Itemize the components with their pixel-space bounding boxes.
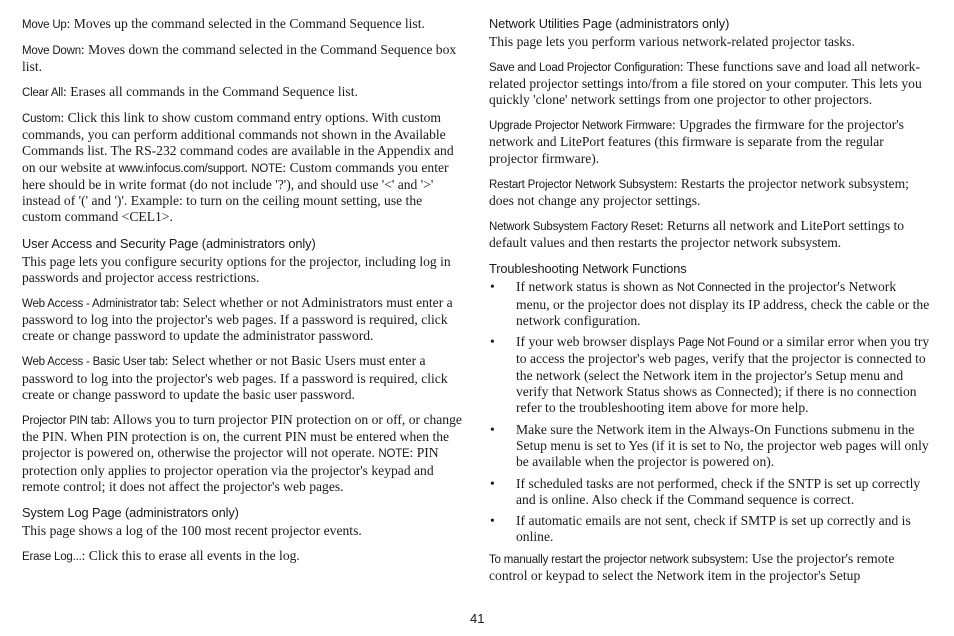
- factory-reset-text: : Returns all network and LitePort settings to default values and then restarts the projector network subsystem.: [489, 217, 905, 250]
- manual-restart-paragraph: [489, 551, 932, 585]
- save-load-paragraph: [489, 59, 932, 109]
- system-log-heading: System Log Page (administrators only): [22, 505, 239, 521]
- custom-term: Custom: [22, 112, 61, 125]
- troubleshooting-heading: Troubleshooting Network Functions: [489, 261, 687, 277]
- custom-text-3: : Custom commands you enter here should be in write format (do not include '?'), and should use '<' and '>' instead of '(' and ')'. Example: to turn on the ceiling mount setting, use the custom command <CEL1>.: [22, 159, 449, 225]
- clear-all-paragraph: [22, 84, 464, 101]
- upgrade-paragraph: [489, 117, 932, 167]
- note-label: NOTE: [251, 162, 283, 175]
- erase-log-text: : Click this to erase all events in the log.: [81, 547, 300, 563]
- page-not-found-term: Page Not Found: [677, 337, 759, 350]
- network-utilities-intro: This page lets you perform various network-related projector tasks.: [489, 34, 855, 49]
- user-access-heading: User Access and Security Page (administrators only): [22, 235, 316, 251]
- bullet-icon: •: [490, 334, 495, 350]
- page-number: 41: [470, 611, 485, 626]
- upgrade-text: : Upgrades the firmware for the projector's network and LitePort features (this firmware is separate from the regular projector firmware).: [489, 117, 904, 166]
- clear-all-term: Clear All: [22, 86, 64, 99]
- bullet-2-post: or a similar error when you try to access the projector's web pages, verify that the projector is connected to the network (select the Network item in the projector's Setup menu and verify that Network Status shows as Connected); if there is no connection refer to the troubleshooting item above for more help.: [516, 334, 930, 416]
- restart-paragraph: [489, 176, 932, 210]
- custom-text-2: .: [244, 159, 252, 175]
- move-up-term: Move Up: [22, 19, 67, 31]
- support-link[interactable]: www.infocus.com/support: [118, 162, 245, 175]
- upgrade-term: Upgrade Projector Network Firmware: [489, 120, 673, 133]
- custom-paragraph: [22, 110, 464, 226]
- list-item: [489, 334, 932, 416]
- bullet-1-pre: If network status is shown as: [516, 279, 677, 295]
- save-load-term: Save and Load Projector Configuration: [489, 61, 680, 74]
- bullet-icon: •: [490, 279, 495, 295]
- basic-tab-term: Web Access - Basic User tab: [22, 356, 165, 369]
- factory-reset-paragraph: [489, 218, 932, 252]
- pin-tab-term: Projector PIN tab: [22, 414, 107, 427]
- bullet-icon: •: [490, 421, 495, 437]
- bullet-5-text: If automatic emails are not sent, check if SMTP is set up correctly and is online.: [516, 513, 911, 545]
- factory-reset-term: Network Subsystem Factory Reset: [489, 220, 660, 233]
- system-log-intro: This page shows a log of the 100 most recent projector events.: [22, 523, 362, 539]
- user-access-intro: This page lets you configure security options for the projector, including log in passwords and projector access restrictions.: [22, 253, 451, 286]
- custom-text-1: : Click this link to show custom command entry options. With custom commands, you can perform additional commands not shown in the Available Commands list. The RS-232 command codes are available in the Appendix and on our website at: [22, 109, 454, 175]
- erase-log-paragraph: [22, 548, 464, 565]
- move-up-paragraph: [22, 16, 464, 33]
- manual-restart-text: : Use the projector's remote control or keypad to select the Network item in the projector's Setup: [489, 550, 895, 584]
- admin-tab-text: : Select whether or not Administrators must enter a password to log into the projector's web pages. If a password is required, click create or change password to update the administrator password.: [22, 294, 453, 344]
- move-down-term: Move Down: [22, 44, 81, 57]
- restart-text: : Restarts the projector network subsystem; does not change any projector settings.: [489, 175, 909, 208]
- pin-tab-text-2: : PIN protection only applies to projector operation via the projector's keypad and remote control; it does not affect the projector's web pages.: [22, 445, 439, 494]
- pin-note-label: NOTE: [378, 448, 410, 461]
- bullet-3-text: Make sure the Network item in the Always-On Functions submenu in the Setup menu is set to Yes (if it is set to No, the projector web pages will only be available when the projector is powered on).: [516, 421, 929, 470]
- pin-tab-paragraph: [22, 412, 464, 495]
- manual-restart-term: To manually restart the projector network subsystem: [489, 553, 745, 566]
- move-down-text: : Moves down the command selected in the Command Sequence box list.: [22, 41, 457, 75]
- move-up-text: : Moves up the command selected in the Command Sequence list.: [66, 16, 425, 31]
- troubleshooting-list: [489, 279, 932, 545]
- move-down-paragraph: [22, 42, 464, 76]
- admin-tab-paragraph: [22, 295, 464, 345]
- left-column: [22, 16, 464, 574]
- restart-term: Restart Projector Network Subsystem: [489, 178, 674, 191]
- bullet-1-post: in the projector's Network menu, or the projector does not display its IP address, check the cable or the network configuration.: [516, 279, 930, 328]
- bullet-icon: •: [490, 475, 495, 491]
- pin-tab-text-1: : Allows you to turn projector PIN protection on or off, or change the PIN. When PIN protection is on, the current PIN must be entered when the projector is powered on, otherwise the projector will not operate.: [22, 411, 462, 461]
- basic-tab-text: : Select whether or not Basic Users must enter a password to log into the projector's web pages. If a password is required, click create or change password to update the basic user password.: [22, 353, 448, 402]
- list-item: [489, 476, 932, 509]
- erase-log-term: Erase Log...: [22, 550, 82, 563]
- list-item: [489, 513, 932, 546]
- list-item: [489, 279, 932, 329]
- save-load-text: : These functions save and load all network-related projector settings into/from a file stored on your computer. This lets you quickly 'clone' network settings from one projector to other projectors.: [489, 58, 922, 108]
- basic-tab-paragraph: [22, 353, 464, 403]
- right-column: [489, 16, 932, 593]
- bullet-icon: •: [490, 513, 495, 529]
- not-connected-term: Not Connected: [676, 282, 751, 295]
- bullet-2-pre: If your web browser displays: [516, 334, 678, 350]
- clear-all-text: : Erases all commands in the Command Sequence list.: [63, 83, 358, 99]
- admin-tab-term: Web Access - Administrator tab: [22, 297, 176, 310]
- bullet-4-text: If scheduled tasks are not performed, check if the SNTP is set up correctly and is online. Also check if the Command sequence is correct.: [516, 475, 921, 507]
- network-utilities-heading: Network Utilities Page (administrators only): [489, 16, 730, 31]
- list-item: [489, 422, 932, 471]
